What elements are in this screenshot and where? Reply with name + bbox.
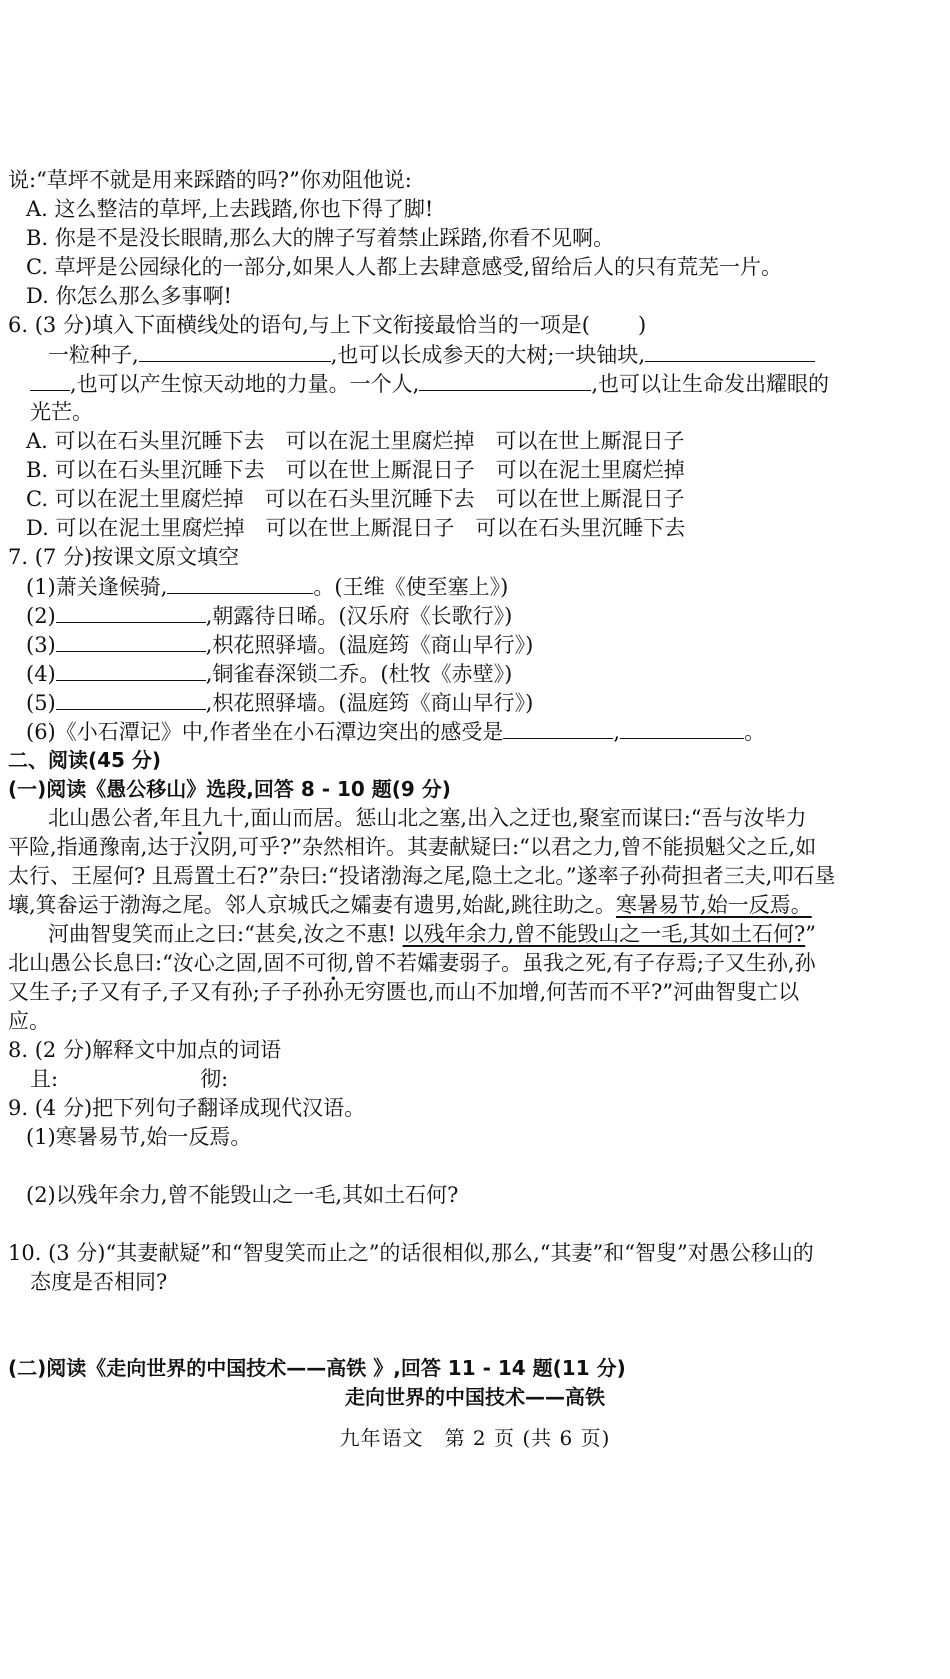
answer-blank[interactable] <box>503 716 613 739</box>
answer-blank[interactable] <box>167 571 313 594</box>
q10-stem-cont: 态度是否相同? <box>30 1270 168 1294</box>
q6-stem-close: ) <box>638 313 647 337</box>
q6-option-b: B. 可以在石头里沉睡下去 可以在世上厮混日子 可以在泥土里腐烂掉 <box>26 458 685 482</box>
passage-text: 平险,指通豫南,达于 <box>8 835 190 859</box>
q7-item-4 <box>26 658 942 689</box>
q7-item-2 <box>26 600 942 631</box>
q7-text: (5) <box>26 691 56 715</box>
q7-text: ,朝露待日晞。(汉乐府《长歌行》) <box>205 604 513 628</box>
q9-stem: 9. (4 分)把下列句子翻译成现代汉语。 <box>8 1096 366 1120</box>
passage-line: 北山愚公长息曰:“汝心之固,固不可彻,曾不若孀妻弱子。虽我之死,有子存焉;子又生孙,孙 <box>8 951 816 975</box>
q7-item-1 <box>26 571 942 602</box>
answer-blank[interactable] <box>56 600 206 623</box>
q6-text: ,也可以长成参天的大树;一块铀块, <box>330 343 646 367</box>
q7-text: ,铜雀春深锁二乔。(杜牧《赤壁》) <box>205 662 513 686</box>
q6-stem-text: 6. (3 分)填入下面横线处的语句,与上下文衔接最恰当的一项是( <box>8 313 590 337</box>
q6-passage-line-2 <box>30 368 942 399</box>
q7-text: (4) <box>26 662 56 686</box>
q5-option-a: A. 这么整洁的草坪,上去践踏,你也下得了脚! <box>26 197 434 221</box>
page-footer: 九年语文 第 2 页 (共 6 页) <box>339 1426 611 1450</box>
q7-text: (1)萧关逢候骑, <box>26 575 168 599</box>
q5-option-c: C. 草坪是公园绿化的一部分,如果人人都上去肆意感受,留给后人的只有荒芜一片。 <box>26 255 783 279</box>
q8-stem: 8. (2 分)解释文中加点的词语 <box>8 1038 282 1062</box>
article-title: 走向世界的中国技术——高铁 <box>345 1385 605 1409</box>
part2-title: (二)阅读《走向世界的中国技术——高铁 》,回答 11 - 14 题(11 分) <box>8 1356 626 1380</box>
q7-text: , <box>613 720 621 744</box>
answer-blank[interactable] <box>419 368 591 391</box>
q7-text: ,枳花照驿墙。(温庭筠《商山早行》) <box>205 633 534 657</box>
q8-label-che: 彻: <box>200 1067 229 1091</box>
q5-option-d: D. 你怎么那么多事啊! <box>26 284 232 308</box>
q7-stem: 7. (7 分)按课文原文填空 <box>8 545 240 569</box>
answer-blank[interactable] <box>139 339 331 362</box>
passage-text: 无穷匮也,而山不加增,何苦而不平?”河曲智叟亡以 <box>343 980 800 1004</box>
q8-label-qie: 且: <box>30 1067 59 1091</box>
q7-text: (3) <box>26 633 56 657</box>
answer-blank[interactable] <box>56 687 206 710</box>
passage-text: 阴,可乎?”杂然相许。其妻献疑曰:“以君之力,曾不能损魁父之丘,如 <box>210 835 817 859</box>
q7-item-6 <box>26 716 942 747</box>
passage-line <box>8 890 942 921</box>
passage-line <box>8 832 942 863</box>
q6-option-d: D. 可以在泥土里腐烂掉 可以在世上厮混日子 可以在石头里沉睡下去 <box>26 516 686 540</box>
q7-text: 。(王维《使至塞上》) <box>313 575 509 599</box>
q6-stem <box>8 310 942 341</box>
q8-answers <box>30 1064 942 1095</box>
passage-text: 又生子;子又有子,子又有孙;子子孙 <box>8 980 323 1004</box>
answer-blank[interactable] <box>30 368 70 391</box>
passage-text: 河曲智叟笑而止之曰:“甚矣,汝之不惠! <box>48 922 403 946</box>
q7-item-5 <box>26 687 942 718</box>
answer-blank[interactable] <box>620 716 744 739</box>
q6-passage-line-1 <box>48 339 942 370</box>
underlined-sentence: 寒暑易节,始一反焉。 <box>616 893 812 917</box>
q5-intro: 说:“草坪不就是用来踩踏的吗?”你劝阻他说: <box>8 168 412 192</box>
underlined-sentence: 以残年余力,曾不能毁山之一毛,其如土石何? <box>402 922 806 946</box>
q6-text: ,也可以产生惊天动地的力量。一个人, <box>70 372 420 396</box>
passage-line <box>8 977 942 1008</box>
q6-passage-line-3: 光芒。 <box>30 400 93 424</box>
q6-option-a: A. 可以在石头里沉睡下去 可以在泥土里腐烂掉 可以在世上厮混日子 <box>26 429 685 453</box>
dotted-word: 孙 <box>322 980 344 1004</box>
q7-text: ,枳花照驿墙。(温庭筠《商山早行》) <box>205 691 534 715</box>
q9-item-2: (2)以残年余力,曾不能毁山之一毛,其如土石何? <box>26 1183 459 1207</box>
q9-item-1: (1)寒暑易节,始一反焉。 <box>26 1125 252 1149</box>
passage-line: 太行、王屋何? 且焉置土石?”杂曰:“投诸渤海之尾,隐土之北。”遂率子孙荷担者三夫,叩石垦 <box>8 864 836 888</box>
q7-text: 。 <box>744 720 766 744</box>
answer-blank[interactable] <box>645 339 815 362</box>
q7-text: (2) <box>26 604 56 628</box>
dotted-word: 汉 <box>189 835 211 859</box>
q7-text: (6)《小石潭记》中,作者坐在小石潭边突出的感受是 <box>26 720 504 744</box>
answer-blank[interactable] <box>56 658 206 681</box>
q5-option-b: B. 你是不是没长眼睛,那么大的牌子写着禁止踩踏,你看不见啊。 <box>26 226 615 250</box>
passage-text: 壤,箕畚运于渤海之尾。邻人京城氏之孀妻有遗男,始龀,跳往助之。 <box>8 893 617 917</box>
section-title: 二、阅读(45 分) <box>8 748 162 772</box>
q10-stem: 10. (3 分)“其妻献疑”和“智叟笑而止之”的话很相似,那么,“其妻”和“智叟”对愚公移山的 <box>8 1241 814 1265</box>
passage-text: ” <box>805 922 816 946</box>
passage-line <box>48 919 942 950</box>
part1-title: (一)阅读《愚公移山》选段,回答 8 - 10 题(9 分) <box>8 777 451 801</box>
q6-text: ,也可以让生命发出耀眼的 <box>591 372 830 396</box>
q6-option-c: C. 可以在泥土里腐烂掉 可以在石头里沉睡下去 可以在世上厮混日子 <box>26 487 685 511</box>
passage-line: 应。 <box>8 1009 50 1033</box>
q7-item-3 <box>26 629 942 660</box>
passage-line: 北山愚公者,年且九十,面山而居。惩山北之塞,出入之迂也,聚室而谋曰:“吾与汝毕力 <box>48 806 807 830</box>
q6-text: 一粒种子, <box>48 343 139 367</box>
answer-blank[interactable] <box>56 629 206 652</box>
